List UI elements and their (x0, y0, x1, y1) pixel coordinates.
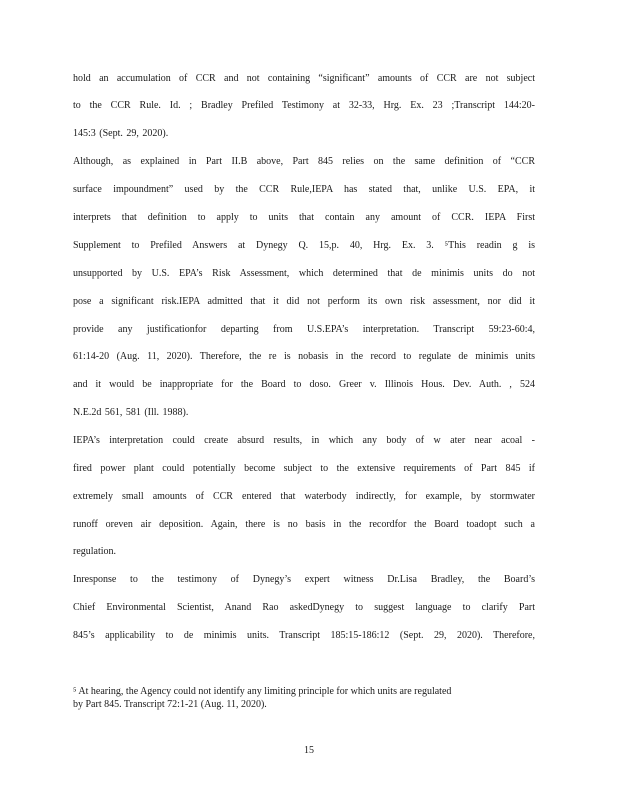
text-line: 145:3 (Sept. 29, 2020). (73, 128, 169, 139)
text-line: Supplement to Prefiled Answers at Dynegy Q. 15,p. 40, Hrg. Ex. 3. ⁵This readin g is (73, 240, 535, 251)
text-line: unsupported by U.S. EPA’s Risk Assessment, which determined that de minimis units do not (73, 268, 535, 279)
page-number: 15 (304, 745, 314, 756)
text-line: runoff oreven air deposition. Again, there is no basis in the recordfor the Board toadopt such a (73, 519, 535, 530)
text-line: regulation. (73, 546, 117, 557)
text-line: interprets that definition to apply to units that contain any amount of CCR. IEPA First (73, 212, 535, 223)
text-line: Although, as explained in Part II.B above, Part 845 relies on the same definition of “CCR (73, 156, 535, 167)
text-line: and it would be inappropriate for the Board to doso. Greer v. Illinois Hous. Dev. Auth. , 524 (73, 379, 535, 390)
text-line: IEPA’s interpretation could create absurd results, in which any body of w ater near acoal - (73, 435, 535, 446)
text-line: pose a significant risk.IEPA admitted that it did not perform its own risk assessment, nor did it (73, 296, 535, 307)
footnote-line: by Part 845. Transcript 72:1-21 (Aug. 11, 2020). (73, 699, 267, 710)
text-line: surface impoundment” used by the CCR Rule,IEPA has stated that, unlike U.S. EPA, it (73, 184, 535, 195)
text-line: Chief Environmental Scientist, Anand Rao askedDynegy to suggest language to clarify Part (73, 602, 535, 613)
text-line: N.E.2d 561, 581 (Ill. 1988). (73, 407, 189, 418)
text-line: provide any justificationfor departing from U.S.EPA’s interpretation. Transcript 59:23-60:4, (73, 324, 535, 335)
text-line: fired power plant could potentially become subject to the extensive requirements of Part 845 if (73, 463, 535, 474)
text-line: 845’s applicability to de minimis units. Transcript 185:15-186:12 (Sept. 29, 2020). Therefore, (73, 630, 535, 641)
text-line: 61:14-20 (Aug. 11, 2020). Therefore, the re is nobasis in the record to regulate de minimis units (73, 351, 535, 362)
text-line: extremely small amounts of CCR entered that waterbody indirectly, for example, by stormwater (73, 491, 535, 502)
text-line: hold an accumulation of CCR and not containing “significant” amounts of CCR are not subject (73, 73, 535, 84)
text-line: to the CCR Rule. Id. ; Bradley Prefiled Testimony at 32-33, Hrg. Ex. 23 ;Transcript 144:20- (73, 100, 535, 111)
footnote-line: ⁵ At hearing, the Agency could not identify any limiting principle for which units are regulated (73, 686, 452, 697)
text-line: Inresponse to the testimony of Dynegy’s expert witness Dr.Lisa Bradley, the Board’s (73, 574, 535, 585)
